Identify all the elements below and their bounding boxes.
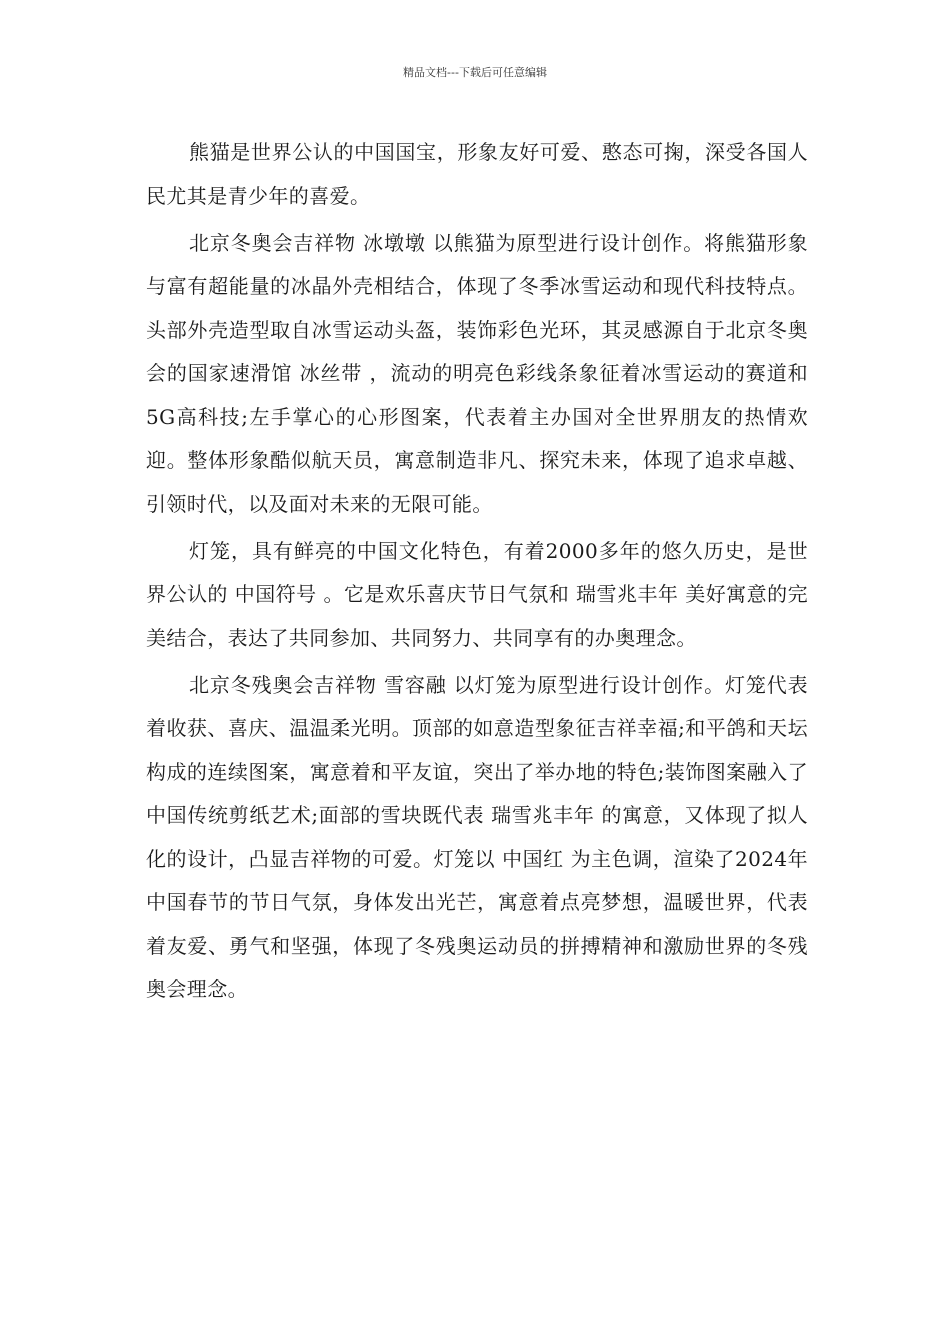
page-header: 精品文档---下载后可任意编辑 [403,66,547,79]
document-body [146,131,808,1015]
paragraph-panda: 熊猫是世界公认的中国国宝，形象友好可爱、憨态可掬，深受各国人民尤其是青少年的喜爱。 [146,140,808,208]
paragraph-bing-dwen-dwen: 北京冬奥会吉祥物 冰墩墩 以熊猫为原型进行设计创作。将熊猫形象与富有超能量的冰晶外壳相结合，体现了冬季冰雪运动和现代科技特点。头部外壳造型取自冰雪运动头盔，装饰彩色光环，其灵感源自于北京冬奥会的国家速滑馆 冰丝带 ，流动的明亮色彩线条象征着冰雪运动的赛道和5G高科技;左手掌心的心形图案，代表着主办国对全世界朋友的热情欢迎。整体形象酷似航天员，寓意制造非凡、探究未来，体现了追求卓越、引领时代，以及面对未来的无限可能。 [146,230,808,516]
paragraph-shuey-rhon-rhon: 北京冬残奥会吉祥物 雪容融 以灯笼为原型进行设计创作。灯笼代表着收获、喜庆、温温柔光明。顶部的如意造型象征吉祥幸福;和平鸽和天坛构成的连续图案，寓意着和平友谊，突出了举办地的特色;装饰图案融入了中国传统剪纸艺术;面部的雪块既代表 瑞雪兆丰年 的寓意，又体现了拟人化的设计，凸显吉祥物的可爱。灯笼以 中国红 为主色调，渲染了2024年中国春节的节日气氛，身体发出光芒，寓意着点亮梦想，温暖世界，代表着友爱、勇气和坚强，体现了冬残奥运动员的拼搏精神和激励世界的冬残奥会理念。 [146,672,808,1001]
paragraph-lantern: 灯笼，具有鲜亮的中国文化特色，有着2000多年的悠久历史，是世界公认的 中国符号 。它是欢乐喜庆节日气氛和 瑞雪兆丰年 美好寓意的完美结合，表达了共同参加、共同努力、共同享有的办奥理念。 [146,538,808,650]
